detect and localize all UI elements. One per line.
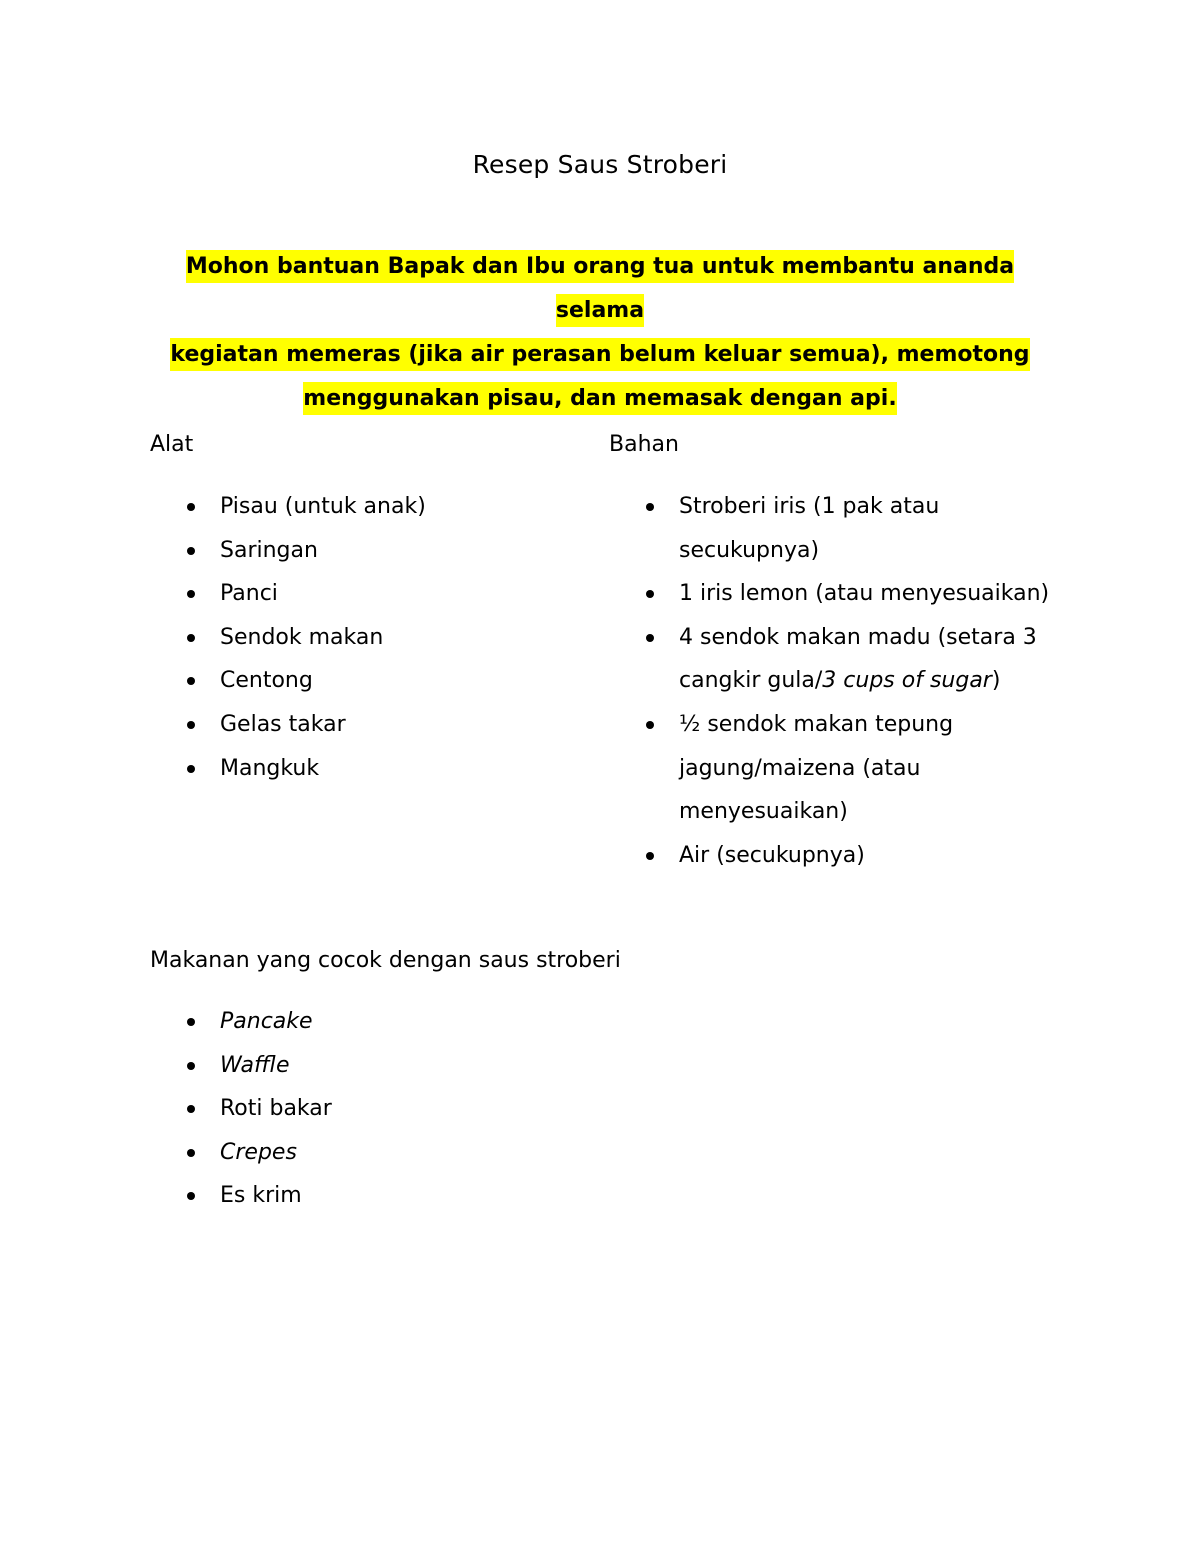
notice-line-2: kegiatan memeras (jika air perasan belum keluar semua), memotong — [170, 338, 1029, 371]
bullet-icon — [187, 1105, 195, 1113]
bahan-heading: Bahan — [609, 432, 679, 457]
bullet-icon — [646, 590, 654, 598]
bahan-list — [609, 485, 1059, 877]
list-item: Air (secukupnya) — [609, 834, 1059, 878]
list-item: Gelas takar — [150, 703, 580, 747]
bullet-icon — [187, 1062, 195, 1070]
bullet-icon — [187, 1018, 195, 1026]
bullet-icon — [646, 721, 654, 729]
list-item: Stroberi iris (1 pak atau secukupnya) — [609, 485, 1059, 572]
list-item: Sendok makan — [150, 616, 580, 660]
list-item: Roti bakar — [150, 1087, 650, 1131]
list-item: Pancake — [150, 1000, 650, 1044]
list-item: ½ sendok makan tepung jagung/maizena (atau menyesuaikan) — [609, 703, 1059, 834]
bullet-icon — [646, 852, 654, 860]
makanan-heading: Makanan yang cocok dengan saus stroberi — [150, 948, 621, 973]
bullet-icon — [187, 765, 195, 773]
bullet-icon — [187, 634, 195, 642]
list-item: Saringan — [150, 529, 580, 573]
list-item: Waffle — [150, 1044, 650, 1088]
notice-line-1: Mohon bantuan Bapak dan Ibu orang tua untuk membantu ananda selama — [186, 250, 1014, 327]
bullet-icon — [187, 721, 195, 729]
alat-heading: Alat — [150, 432, 194, 457]
bullet-icon — [646, 503, 654, 511]
list-item: Pisau (untuk anak) — [150, 485, 580, 529]
bullet-icon — [187, 547, 195, 555]
parent-notice — [150, 245, 1050, 421]
notice-line-3: menggunakan pisau, dan memasak dengan api. — [303, 382, 896, 415]
bullet-icon — [646, 634, 654, 642]
bullet-icon — [187, 1192, 195, 1200]
makanan-list — [150, 1000, 650, 1218]
list-item: Es krim — [150, 1174, 650, 1218]
list-item: 1 iris lemon (atau menyesuaikan) — [609, 572, 1059, 616]
list-item: 4 sendok makan madu (setara 3 cangkir gula/3 cups of sugar) — [609, 616, 1059, 703]
bullet-icon — [187, 1149, 195, 1157]
bullet-icon — [187, 677, 195, 685]
list-item: Crepes — [150, 1131, 650, 1175]
alat-list — [150, 485, 580, 790]
bullet-icon — [187, 503, 195, 511]
list-item: Centong — [150, 659, 580, 703]
list-item: Panci — [150, 572, 580, 616]
list-item: Mangkuk — [150, 747, 580, 791]
bullet-icon — [187, 590, 195, 598]
page-title: Resep Saus Stroberi — [472, 150, 728, 179]
